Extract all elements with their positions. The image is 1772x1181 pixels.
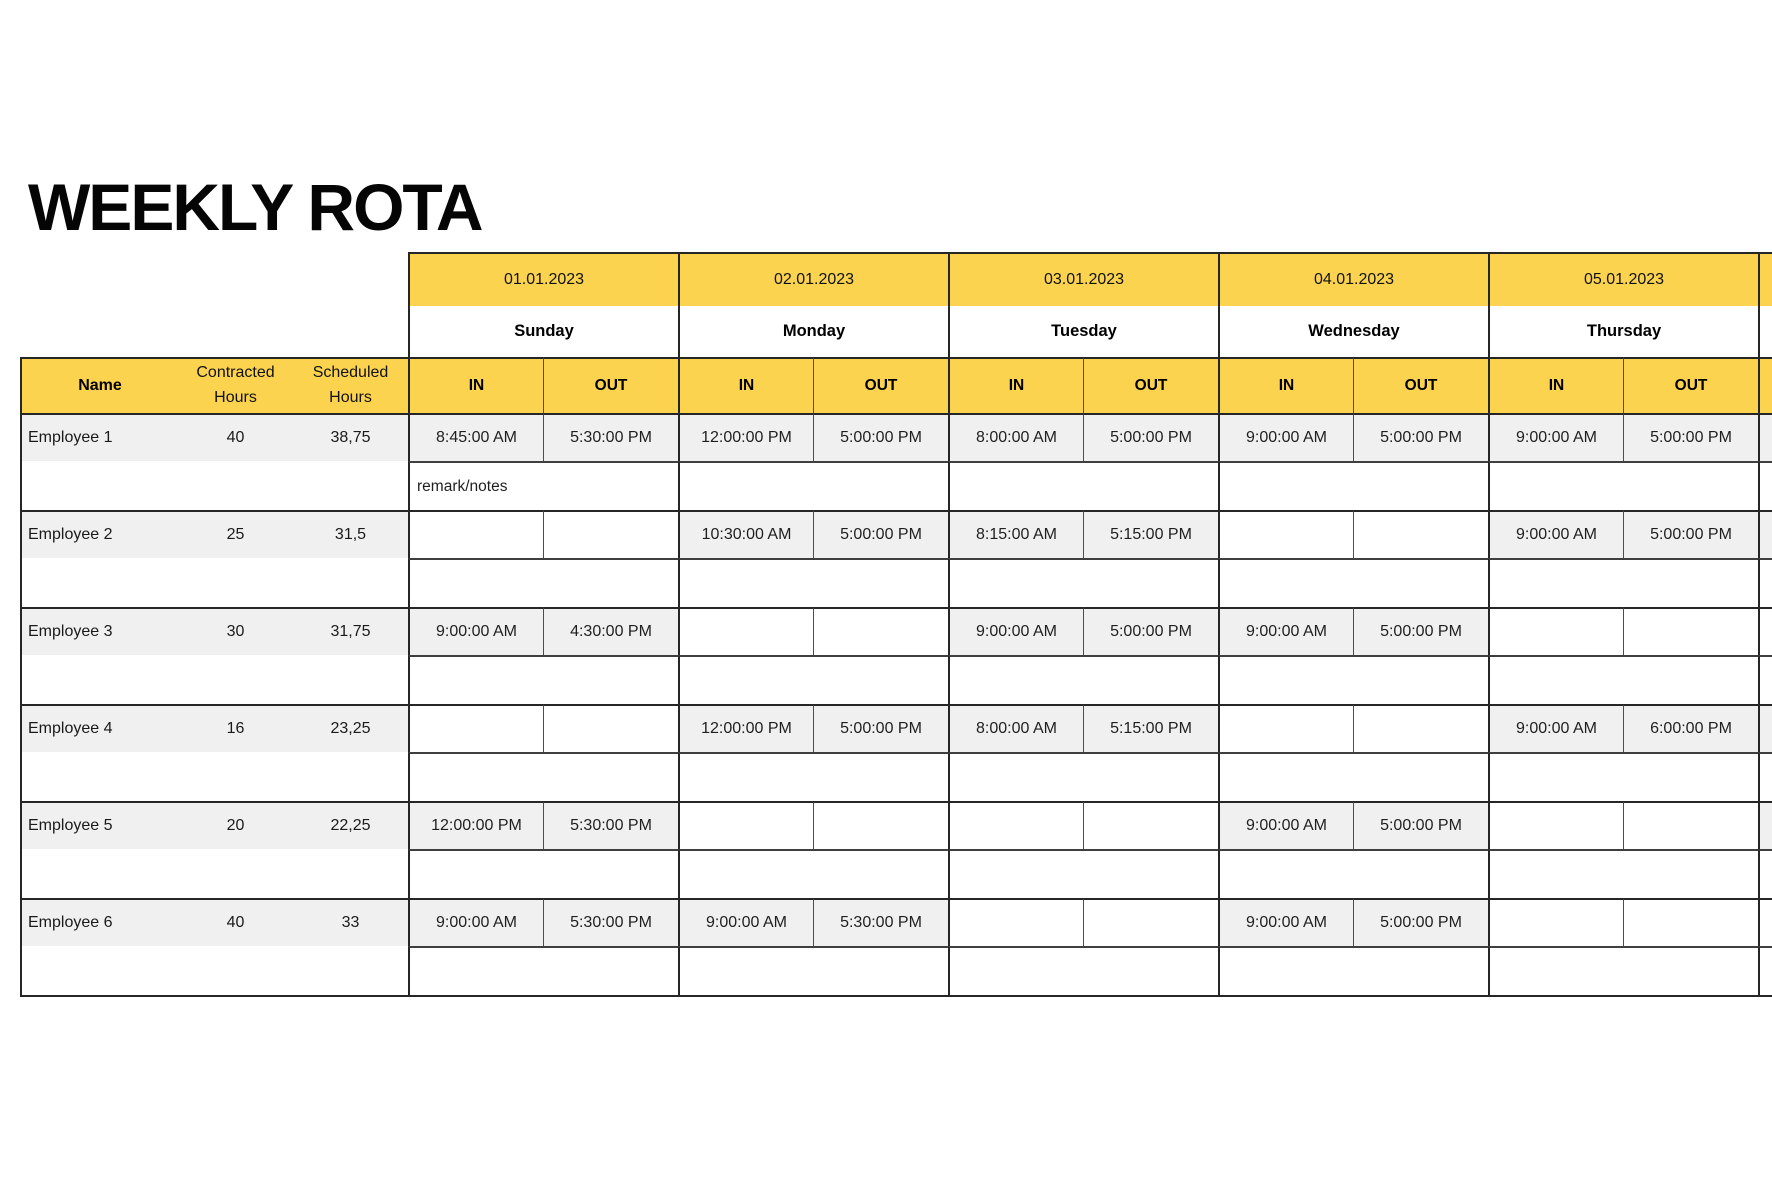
cutoff-cell xyxy=(1758,655,1772,704)
notes-left-spacer xyxy=(20,849,408,898)
shift-out-cell[interactable]: 5:15:00 PM xyxy=(1083,510,1218,558)
shift-out-cell[interactable]: 5:30:00 PM xyxy=(543,898,678,946)
cutoff-cell xyxy=(1758,510,1772,558)
shift-out-cell[interactable]: 5:00:00 PM xyxy=(813,413,948,461)
date-cell-sunday: 01.01.2023 xyxy=(408,252,678,306)
shift-in-cell[interactable]: 9:00:00 AM xyxy=(948,607,1083,655)
notes-cell[interactable] xyxy=(948,849,1218,898)
shift-in-cell[interactable]: 12:00:00 PM xyxy=(408,801,543,849)
date-cell-tuesday: 03.01.2023 xyxy=(948,252,1218,306)
notes-cell[interactable] xyxy=(1488,946,1758,995)
out-header-monday: OUT xyxy=(813,357,948,413)
shift-out-cell[interactable]: 5:30:00 PM xyxy=(543,801,678,849)
shift-in-cell[interactable]: 10:30:00 AM xyxy=(678,510,813,558)
employee-name-cell[interactable]: Employee 5 xyxy=(20,801,178,849)
cutoff-cell xyxy=(1758,704,1772,752)
shift-out-cell[interactable]: 5:00:00 PM xyxy=(1623,510,1758,558)
notes-cell[interactable] xyxy=(1218,752,1488,801)
shift-out-cell[interactable]: 5:00:00 PM xyxy=(813,510,948,558)
shift-in-cell[interactable] xyxy=(1218,704,1353,752)
shift-in-cell[interactable]: 8:15:00 AM xyxy=(948,510,1083,558)
shift-out-cell[interactable]: 5:30:00 PM xyxy=(543,413,678,461)
shift-out-cell[interactable] xyxy=(543,510,678,558)
cutoff-cell xyxy=(1758,752,1772,801)
cutoff-cell xyxy=(1758,849,1772,898)
notes-cell[interactable] xyxy=(678,946,948,995)
date-cell-wednesday: 04.01.2023 xyxy=(1218,252,1488,306)
shift-in-cell[interactable] xyxy=(1488,607,1623,655)
notes-cell[interactable] xyxy=(1218,849,1488,898)
out-header-sunday: OUT xyxy=(543,357,678,413)
date-cell-cutoff xyxy=(1758,252,1772,306)
shift-in-cell[interactable]: 9:00:00 AM xyxy=(408,898,543,946)
shift-out-cell[interactable]: 4:30:00 PM xyxy=(543,607,678,655)
date-header-row xyxy=(20,252,1772,306)
employee-row xyxy=(20,898,1772,946)
shift-in-cell[interactable]: 9:00:00 AM xyxy=(1218,801,1353,849)
scheduled-hours-header: Scheduled Hours xyxy=(293,357,408,413)
shift-out-cell[interactable]: 5:00:00 PM xyxy=(1623,413,1758,461)
cutoff-cell xyxy=(1758,558,1772,607)
notes-cell[interactable] xyxy=(1488,558,1758,607)
scheduled-hours-cell[interactable]: 38,75 xyxy=(293,413,408,461)
notes-row xyxy=(20,461,1772,510)
shift-out-cell[interactable] xyxy=(1083,898,1218,946)
shift-in-cell[interactable] xyxy=(678,801,813,849)
contracted-hours-cell[interactable]: 25 xyxy=(178,510,293,558)
shift-out-cell[interactable]: 5:00:00 PM xyxy=(813,704,948,752)
employee-row xyxy=(20,413,1772,461)
name-column-header: Name xyxy=(20,357,178,413)
notes-left-spacer xyxy=(20,946,408,995)
out-header-wednesday: OUT xyxy=(1353,357,1488,413)
employee-name-cell[interactable]: Employee 2 xyxy=(20,510,178,558)
employee-name-cell[interactable]: Employee 3 xyxy=(20,607,178,655)
notes-cell[interactable] xyxy=(408,752,678,801)
shift-out-cell[interactable]: 5:00:00 PM xyxy=(1353,607,1488,655)
shift-out-cell[interactable]: 5:00:00 PM xyxy=(1353,898,1488,946)
shift-out-cell[interactable] xyxy=(1353,704,1488,752)
shift-out-cell[interactable]: 5:30:00 PM xyxy=(813,898,948,946)
contracted-hours-cell[interactable]: 16 xyxy=(178,704,293,752)
notes-left-spacer xyxy=(20,655,408,704)
employee-row xyxy=(20,704,1772,752)
day-cell-wednesday: Wednesday xyxy=(1218,306,1488,357)
notes-cell[interactable] xyxy=(678,849,948,898)
out-header-tuesday: OUT xyxy=(1083,357,1218,413)
shift-out-cell[interactable] xyxy=(543,704,678,752)
notes-cell[interactable] xyxy=(408,558,678,607)
shift-in-cell[interactable] xyxy=(408,510,543,558)
notes-cell[interactable] xyxy=(948,461,1218,510)
notes-row xyxy=(20,946,1772,995)
day-name-row xyxy=(20,306,1772,357)
notes-left-spacer xyxy=(20,558,408,607)
cutoff-cell xyxy=(1758,898,1772,946)
cutoff-cell xyxy=(1758,946,1772,995)
in-header-tuesday: IN xyxy=(948,357,1083,413)
in-header-monday: IN xyxy=(678,357,813,413)
shift-in-cell[interactable] xyxy=(678,607,813,655)
cutoff-cell xyxy=(1758,461,1772,510)
shift-in-cell[interactable]: 9:00:00 AM xyxy=(1488,704,1623,752)
notes-left-spacer xyxy=(20,461,408,510)
shift-out-cell[interactable]: 5:00:00 PM xyxy=(1083,413,1218,461)
shift-in-cell[interactable]: 9:00:00 AM xyxy=(1488,413,1623,461)
shift-out-cell[interactable] xyxy=(1353,510,1488,558)
notes-cell[interactable]: remark/notes xyxy=(408,461,678,510)
employee-name-cell[interactable]: Employee 1 xyxy=(20,413,178,461)
notes-cell[interactable] xyxy=(948,752,1218,801)
contracted-hours-cell[interactable]: 40 xyxy=(178,413,293,461)
date-cell-monday: 02.01.2023 xyxy=(678,252,948,306)
notes-cell[interactable] xyxy=(678,558,948,607)
shift-in-cell[interactable] xyxy=(408,704,543,752)
shift-in-cell[interactable]: 12:00:00 PM xyxy=(678,413,813,461)
notes-cell[interactable] xyxy=(948,946,1218,995)
contracted-hours-cell[interactable]: 40 xyxy=(178,898,293,946)
notes-cell[interactable] xyxy=(678,655,948,704)
in-header-sunday: IN xyxy=(408,357,543,413)
shift-in-cell[interactable]: 9:00:00 AM xyxy=(1218,413,1353,461)
shift-in-cell[interactable]: 12:00:00 PM xyxy=(678,704,813,752)
notes-cell[interactable] xyxy=(1218,461,1488,510)
contracted-hours-cell[interactable]: 30 xyxy=(178,607,293,655)
employee-row xyxy=(20,801,1772,849)
employee-row xyxy=(20,607,1772,655)
shift-out-cell[interactable]: 5:00:00 PM xyxy=(1353,801,1488,849)
shift-out-cell[interactable] xyxy=(813,607,948,655)
scheduled-hours-cell[interactable]: 23,25 xyxy=(293,704,408,752)
contracted-hours-header: Contracted Hours xyxy=(178,357,293,413)
day-cell-monday: Monday xyxy=(678,306,948,357)
notes-cell[interactable] xyxy=(1488,655,1758,704)
contracted-hours-cell[interactable]: 20 xyxy=(178,801,293,849)
corner-spacer xyxy=(20,306,408,357)
notes-row xyxy=(20,558,1772,607)
notes-cell[interactable] xyxy=(678,752,948,801)
shift-in-cell[interactable]: 8:45:00 AM xyxy=(408,413,543,461)
shift-in-cell[interactable]: 9:00:00 AM xyxy=(408,607,543,655)
shift-out-cell[interactable] xyxy=(813,801,948,849)
scheduled-hours-cell[interactable]: 22,25 xyxy=(293,801,408,849)
shift-in-cell[interactable]: 9:00:00 AM xyxy=(1488,510,1623,558)
day-cell-sunday: Sunday xyxy=(408,306,678,357)
notes-cell[interactable] xyxy=(1488,849,1758,898)
date-cell-thursday: 05.01.2023 xyxy=(1488,252,1758,306)
in-header-thursday: IN xyxy=(1488,357,1623,413)
rota-table xyxy=(20,252,1772,997)
shift-in-cell[interactable]: 9:00:00 AM xyxy=(1218,898,1353,946)
shift-in-cell[interactable]: 8:00:00 AM xyxy=(948,413,1083,461)
in-header-wednesday: IN xyxy=(1218,357,1353,413)
shift-out-cell[interactable]: 5:00:00 PM xyxy=(1083,607,1218,655)
notes-cell[interactable] xyxy=(1488,752,1758,801)
notes-row xyxy=(20,655,1772,704)
shift-in-cell[interactable] xyxy=(1488,801,1623,849)
notes-row xyxy=(20,849,1772,898)
shift-in-cell[interactable]: 9:00:00 AM xyxy=(678,898,813,946)
shift-in-cell[interactable] xyxy=(1218,510,1353,558)
shift-out-cell[interactable] xyxy=(1623,801,1758,849)
out-header-thursday: OUT xyxy=(1623,357,1758,413)
notes-cell[interactable] xyxy=(408,946,678,995)
notes-cell[interactable] xyxy=(678,461,948,510)
cutoff-cell xyxy=(1758,801,1772,849)
shift-out-cell[interactable] xyxy=(1083,801,1218,849)
notes-cell[interactable] xyxy=(1218,946,1488,995)
notes-cell[interactable] xyxy=(948,558,1218,607)
scheduled-hours-cell[interactable]: 31,5 xyxy=(293,510,408,558)
shift-out-cell[interactable] xyxy=(1623,607,1758,655)
employee-name-cell[interactable]: Employee 6 xyxy=(20,898,178,946)
shift-out-cell[interactable]: 5:00:00 PM xyxy=(1353,413,1488,461)
notes-cell[interactable] xyxy=(408,849,678,898)
employee-row xyxy=(20,510,1772,558)
page-title: WEEKLY ROTA xyxy=(28,170,482,244)
column-header-row xyxy=(20,357,1772,413)
shift-in-cell[interactable]: 9:00:00 AM xyxy=(1218,607,1353,655)
day-cell-cutoff xyxy=(1758,306,1772,357)
notes-cell[interactable] xyxy=(1218,558,1488,607)
shift-out-cell[interactable]: 6:00:00 PM xyxy=(1623,704,1758,752)
shift-in-cell[interactable] xyxy=(1488,898,1623,946)
shift-in-cell[interactable] xyxy=(948,801,1083,849)
notes-left-spacer xyxy=(20,752,408,801)
corner-spacer xyxy=(20,252,408,306)
notes-cell[interactable] xyxy=(1488,461,1758,510)
scheduled-hours-cell[interactable]: 31,75 xyxy=(293,607,408,655)
notes-cell[interactable] xyxy=(1218,655,1488,704)
shift-in-cell[interactable] xyxy=(948,898,1083,946)
scheduled-hours-cell[interactable]: 33 xyxy=(293,898,408,946)
employee-name-cell[interactable]: Employee 4 xyxy=(20,704,178,752)
day-cell-tuesday: Tuesday xyxy=(948,306,1218,357)
notes-row xyxy=(20,752,1772,801)
shift-in-cell[interactable]: 8:00:00 AM xyxy=(948,704,1083,752)
shift-out-cell[interactable]: 5:15:00 PM xyxy=(1083,704,1218,752)
header-cell-cutoff xyxy=(1758,357,1772,413)
notes-cell[interactable] xyxy=(408,655,678,704)
cutoff-cell xyxy=(1758,413,1772,461)
notes-cell[interactable] xyxy=(948,655,1218,704)
shift-out-cell[interactable] xyxy=(1623,898,1758,946)
day-cell-thursday: Thursday xyxy=(1488,306,1758,357)
cutoff-cell xyxy=(1758,607,1772,655)
